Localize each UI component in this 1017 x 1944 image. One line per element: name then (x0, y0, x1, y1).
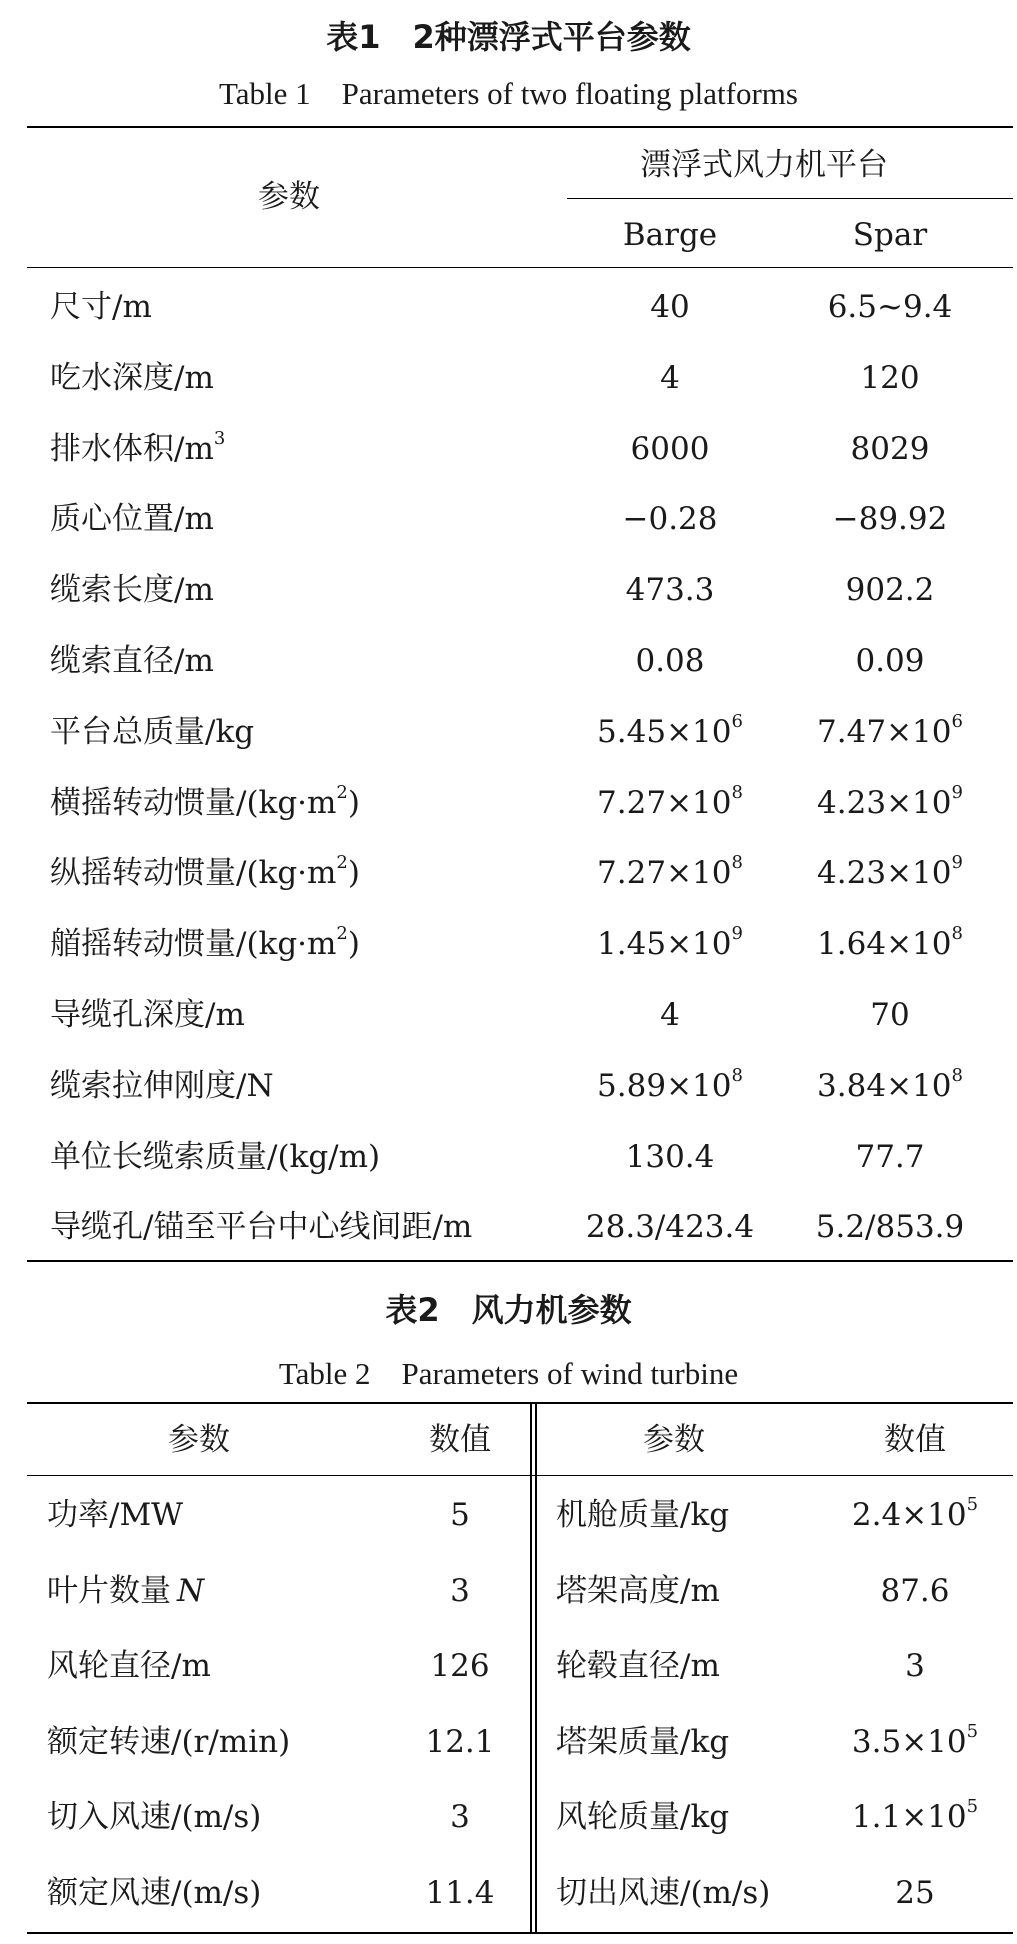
table2-param-left: 切入风速/(m/s) (47, 1799, 262, 1835)
table1-barge-cell: 28.3/423.4 (585, 1209, 755, 1245)
table1-spar-cell: 77.7 (855, 1139, 925, 1175)
table1-header-param: 参数 (258, 179, 320, 215)
table1-param-cell: 导缆孔/锚至平台中心线间距/m (50, 1209, 473, 1245)
table2-value-right: 87.6 (880, 1573, 950, 1609)
table2-value-left: 3 (450, 1573, 470, 1609)
table2-caption-en: Table 2 Parameters of wind turbine (278, 1356, 739, 1391)
table1-spar-cell: 5.2/853.9 (815, 1209, 965, 1245)
table1-top-rule (27, 126, 1013, 128)
table2-header-param-left: 参数 (168, 1422, 230, 1458)
table1-barge-cell: $7.27\times 10^8$ (597, 782, 743, 821)
table2-top-rule (27, 1402, 1013, 1404)
table1-barge-cell: 40 (650, 289, 690, 325)
table1-spar-cell: 902.2 (845, 572, 935, 608)
table1-param-cell: 纵摇转动惯量$/(kg\cdot m^2)$ (50, 852, 360, 891)
table1-barge-cell: $7.27\times 10^8$ (597, 852, 743, 891)
table1-barge-cell: 130.4 (625, 1139, 715, 1175)
table1-param-cell: 质心位置/m (50, 501, 214, 537)
table1-barge-cell: $5.45\times 10^6$ (597, 711, 743, 750)
table2-param-right: 机舱质量/kg (556, 1497, 730, 1533)
table1-barge-cell: $1.45\times 10^9$ (597, 923, 743, 962)
table1-spar-cell: 8029 (850, 431, 930, 467)
table2-divider-left (530, 1402, 532, 1934)
table2-value-right: $3.5\times 10^5$ (851, 1721, 979, 1760)
table2-header-param-right: 参数 (643, 1422, 705, 1458)
table1-param-cell: 尺寸/m (50, 289, 152, 325)
table1-param-cell: 缆索拉伸刚度/N (50, 1068, 274, 1104)
table1-spar-cell: $1.64\times 10^8$ (817, 923, 963, 962)
table1-caption-en: Table 1 Parameters of two floating platforms (219, 76, 798, 111)
table2-value-left: 3 (450, 1799, 470, 1835)
table1-param-cell: 吃水深度/m (50, 360, 214, 396)
table2-value-left: 12.1 (425, 1724, 495, 1760)
table1-barge-cell: 0.08 (635, 643, 705, 679)
table1-param-cell: 横摇转动惯量$/(kg\cdot m^2)$ (50, 782, 360, 821)
table1-param-cell: 导缆孔深度/m (50, 997, 245, 1033)
table1-spar-cell: 70 (870, 997, 910, 1033)
table1-header-spar: Spar (852, 217, 928, 253)
table1-spar-cell: $4.23\times 10^9$ (817, 782, 963, 821)
table2-value-right: 3 (905, 1648, 925, 1684)
table1-barge-cell: 4 (660, 997, 680, 1033)
table1-barge-cell: 6000 (630, 431, 710, 467)
table1-header-barge: Barge (622, 217, 718, 253)
table2-value-left: 5 (450, 1497, 470, 1533)
table1-caption-zh: 表1 2种漂浮式平台参数 (326, 18, 691, 56)
table1-spar-cell: 0.09 (855, 643, 925, 679)
table1-bottom-rule (27, 1260, 1013, 1262)
table1-param-cell: 缆索直径/m (50, 643, 214, 679)
table2-param-left: 叶片数量 N (47, 1573, 205, 1609)
table2-value-right: $2.4\times 10^5$ (851, 1494, 979, 1533)
table1-spar-cell: −89.92 (832, 501, 948, 537)
table1-group-rule (567, 198, 1013, 199)
table2-divider-right (535, 1402, 537, 1934)
table2-header-rule (27, 1475, 1013, 1476)
table2-param-left: 额定风速/(m/s) (47, 1875, 262, 1911)
table1-param-cell: 排水体积$/m^3$ (50, 428, 226, 467)
table1-param-cell: 平台总质量/kg (50, 714, 255, 750)
table1-spar-cell: 120 (860, 360, 920, 396)
table2-value-left: 11.4 (425, 1875, 495, 1911)
table2-param-right: 风轮质量/kg (556, 1799, 730, 1835)
table1-spar-cell: 6.5~9.4 (827, 289, 953, 325)
table2-param-left: 功率/MW (47, 1497, 184, 1533)
table1-header-rule (27, 267, 1013, 268)
table2-bottom-rule (27, 1932, 1013, 1934)
table2-param-right: 切出风速/(m/s) (556, 1875, 771, 1911)
table2-param-right: 轮毂直径/m (556, 1648, 720, 1684)
table2-param-right: 塔架高度/m (556, 1573, 720, 1609)
table2-param-left: 风轮直径/m (47, 1648, 211, 1684)
table1-barge-cell: 473.3 (625, 572, 715, 608)
table1-barge-cell: $5.89\times 10^8$ (597, 1065, 743, 1104)
table1-barge-cell: 4 (660, 360, 680, 396)
table1-spar-cell: $7.47\times 10^6$ (817, 711, 963, 750)
table2-value-right: $1.1\times 10^5$ (851, 1796, 979, 1835)
table1-param-cell: 艏摇转动惯量$/(kg\cdot m^2)$ (50, 923, 360, 962)
table1-spar-cell: $4.23\times 10^9$ (817, 852, 963, 891)
table2-header-value-right: 数值 (884, 1422, 946, 1458)
table1-header-group: 漂浮式风力机平台 (640, 147, 888, 183)
table2-header-value-left: 数值 (429, 1422, 491, 1458)
table1-spar-cell: $3.84\times 10^8$ (817, 1065, 963, 1104)
table2-param-right: 塔架质量/kg (556, 1724, 730, 1760)
table2-param-left: 额定转速/(r/min) (47, 1724, 291, 1760)
table1-param-cell: 缆索长度/m (50, 572, 214, 608)
table1-barge-cell: −0.28 (622, 501, 718, 537)
table2-value-right: 25 (895, 1875, 935, 1911)
table1-param-cell: 单位长缆索质量/(kg/m) (50, 1139, 381, 1175)
table2-value-left: 126 (430, 1648, 490, 1684)
table2-caption-zh: 表2 风力机参数 (385, 1291, 632, 1329)
